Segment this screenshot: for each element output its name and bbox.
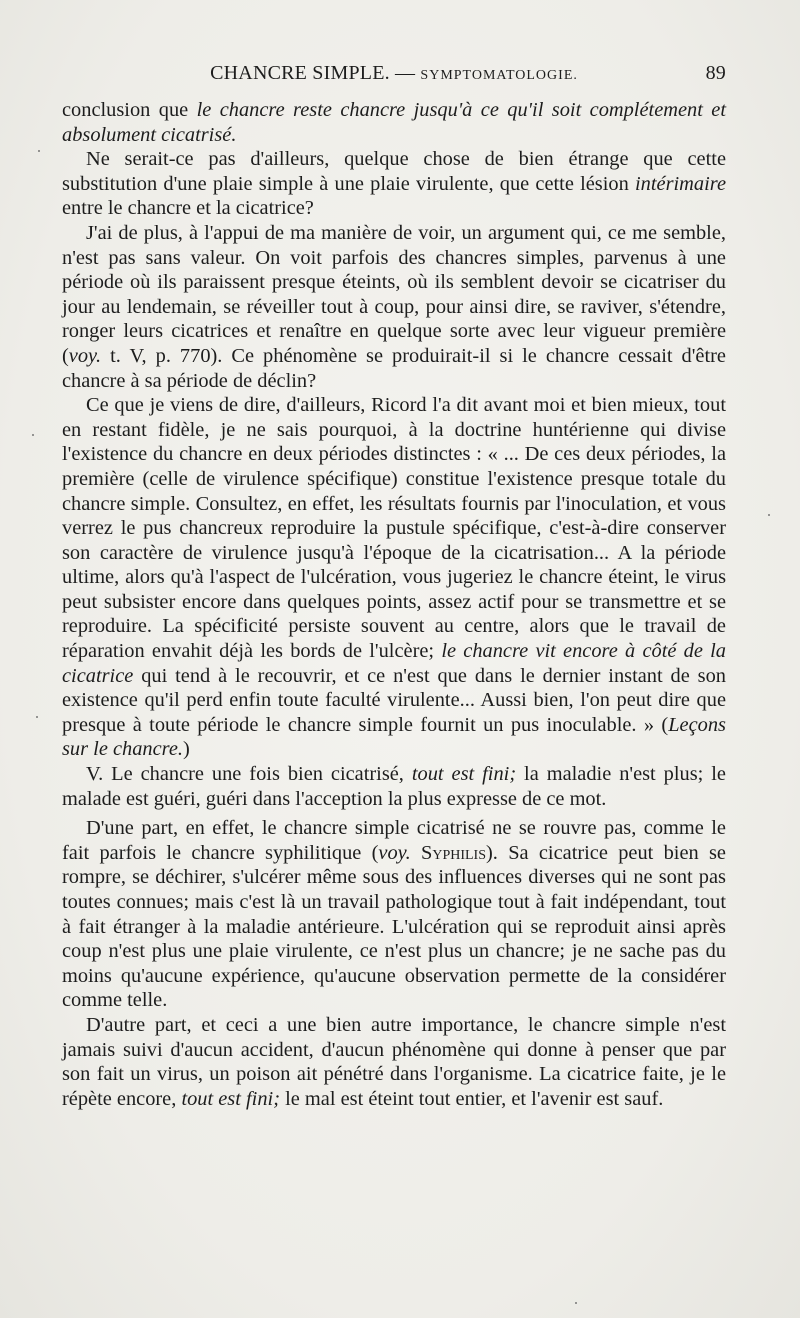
italic-text: voy. — [68, 344, 102, 367]
paper-speck — [768, 514, 770, 516]
text-run: ) — [183, 738, 190, 761]
running-header — [62, 62, 726, 88]
text-run: t. V, p. 770). Ce phénomène se produirait-il si le chancre cessait d'être chancre à sa période de déclin? — [62, 344, 726, 392]
paragraph — [62, 393, 726, 762]
paragraph — [62, 221, 726, 393]
text-run: qui tend à le recouvrir, et ce n'est que dans le dernier instant de son existence qu'il perd enfin toute faculté virulente... Aussi bien, l'on peut dire que presque à toute période le chancre simple fournit un pus inoculable. » ( — [62, 664, 726, 736]
paper-speck — [36, 716, 38, 718]
italic-text: intérimaire — [635, 172, 726, 195]
italic-text: Leçons sur le chancre. — [62, 713, 726, 761]
running-title-main: CHANCRE SIMPLE. — — [210, 62, 416, 84]
running-title — [62, 62, 726, 85]
text-run — [411, 842, 421, 864]
text-run: Ce que je viens de dire, d'ailleurs, Ricord l'a dit avant moi et bien mieux, tout en restant fidèle, je ne sais pourquoi, à la doctrine huntérienne qui divise l'existence du chancre en deux périodes distinctes : « ... De ces deux périodes, la première (celle de virulence spécifique) constitue l'existence presque totale du chancre simple. Consultez, en effet, les résultats fournis par l'inoculation, et vous verrez le pus chancreux reproduire la pustule spécifique, c'est-à-dire conserver son caractère de virulence jusqu'à l'époque de la cicatrisation... A la période ultime, alors qu'à l'aspect de l'ulcération, vous jugeriez le chancre éteint, le virus peut subsister encore dans quelques points, assez actif pour se transmettre et se reproduire. La spécificité persiste souvent au centre, alors que le travail de réparation envahit déjà les bords de l'ulcère; — [62, 394, 726, 663]
text-run: le mal est éteint tout entier, et l'avenir est sauf. — [280, 1087, 664, 1110]
text-run: D'autre part, et ceci a une bien autre importance, le chancre simple n'est jamais suivi d'aucun accident, d'aucun phénomène qui donne à penser que par son fait un virus, un poison ait pénétré dans l'organisme. La cicatrice faite, je le répète encore, — [62, 1013, 726, 1110]
italic-text: voy. — [378, 841, 411, 864]
text-run: Ne serait-ce pas d'ailleurs, quelque chose de bien étrange que cette substitution d'une plaie simple à une plaie virulente, que cette lésion — [62, 148, 726, 195]
body-text — [62, 98, 726, 1111]
text-run: V. Le chancre une fois bien cicatrisé, — [86, 763, 412, 786]
paragraph — [62, 762, 726, 811]
text-run: la maladie n'est plus; le malade est guéri, guéri dans l'acception la plus expresse de ce mot. — [62, 763, 726, 810]
italic-text: tout est fini; — [181, 1087, 280, 1110]
paper-speck — [575, 1302, 577, 1304]
text-run: ). Sa cicatrice peut bien se rompre, se déchirer, s'ulcérer même sous des influences diverses qui ne sont pas toutes connues; mais c'est là un travail pathologique tout à fait indépendant, tout à fait étranger à la maladie antérieure. L'ulcération qui se reproduit ainsi après coup n'est plus une plaie virulente, ce n'est plus un chancre; je ne sache pas du moins qu'aucune expérience, qu'aucune observation permette de la considérer comme telle. — [62, 841, 726, 1012]
small-caps-text: Syphilis — [421, 841, 487, 864]
text-run: D'une part, en effet, le chancre simple cicatrisé ne se rouvre pas, comme le fait parfois le chancre syphilitique ( — [62, 817, 726, 864]
text-run: conclusion que — [62, 99, 197, 121]
paper-speck — [32, 434, 34, 436]
paragraph — [62, 816, 726, 1013]
italic-text: le chancre vit encore à côté de la cicatrice — [62, 640, 726, 687]
running-title-section: SYMPTOMATOLOGIE. — [420, 68, 578, 83]
text-run: J'ai de plus, à l'appui de ma manière de voir, un argument qui, ce me semble, n'est pas sans valeur. On voit parfois des chancres simples, parvenus à une période où ils paraissent presque éteints, où ils semblent devoir se cicatriser du jour au lendemain, se réveiller tout à coup, pour ainsi dire, se raviver, s'étendre, ronger leurs cicatrices et renaître en quelque sorte avec leur vigueur première ( — [62, 221, 726, 367]
page-number: 89 — [705, 62, 726, 84]
italic-text: le chancre reste chancre jusqu'à ce qu'il soit complétement et absolument cicatrisé. — [62, 99, 726, 146]
paragraph — [62, 147, 726, 221]
paragraph — [62, 98, 726, 147]
text-run: entre le chancre et la cicatrice? — [62, 197, 314, 220]
paper-speck — [38, 150, 40, 152]
paragraph — [62, 1013, 726, 1111]
italic-text: tout est fini; — [411, 763, 517, 786]
